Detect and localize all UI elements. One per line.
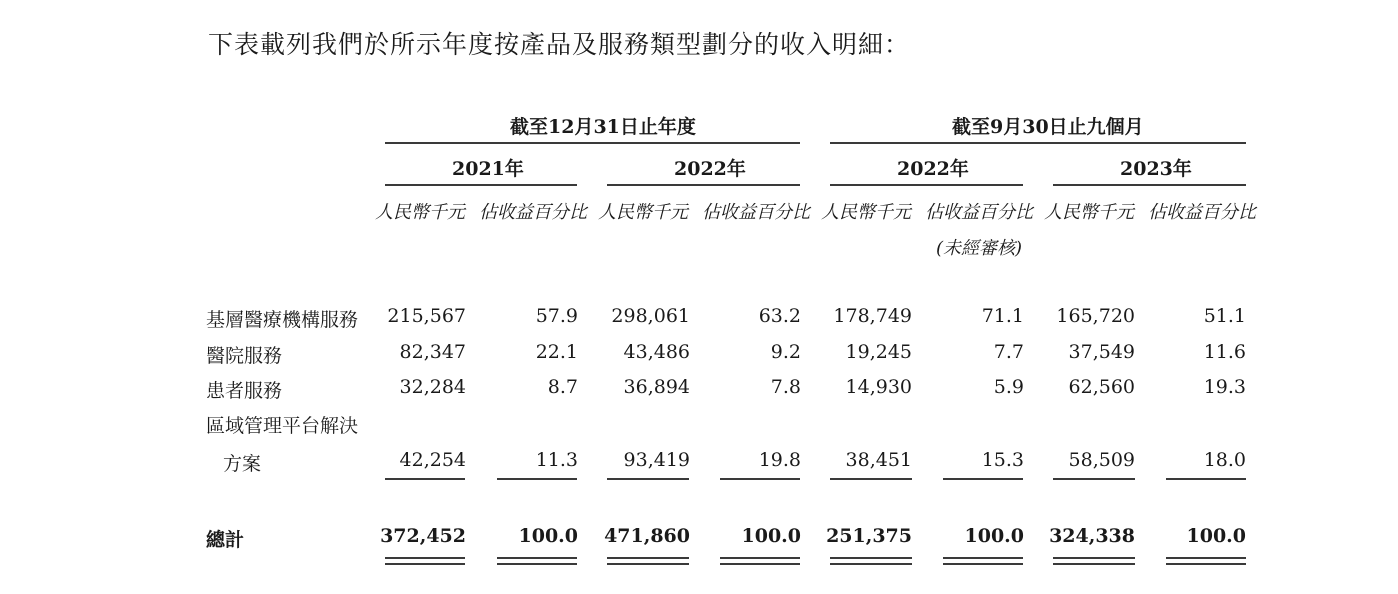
rule-sub-3 (607, 478, 689, 480)
cell-percent: 15.3 (981, 449, 1024, 471)
rule-sub-5 (830, 478, 912, 480)
rule-total-8a (1166, 557, 1246, 559)
rule-annual (385, 142, 800, 144)
rule-total-5a (830, 557, 912, 559)
cell-amount: 32,284 (399, 376, 466, 398)
rule-year-2022a (607, 184, 800, 186)
cell-amount: 298,061 (611, 305, 690, 327)
row-label-regional-1: 區域管理平台解決 (206, 415, 359, 437)
row-label-regional-2: 方案 (223, 453, 262, 475)
cell-percent: 19.8 (758, 449, 801, 471)
cell-percent: 11.3 (535, 449, 578, 471)
rule-total-3a (607, 557, 689, 559)
row-label-primary-care: 基層醫療機構服務 (206, 309, 359, 331)
cell-percent: 7.8 (770, 376, 801, 398)
cell-percent: 5.9 (993, 376, 1024, 398)
total-amount: 471,860 (604, 525, 690, 547)
cell-amount: 165,720 (1056, 305, 1135, 327)
rule-total-2a (497, 557, 577, 559)
cell-percent: 18.0 (1203, 449, 1246, 471)
row-label-hospital: 醫院服務 (206, 345, 283, 367)
rule-nine-months (830, 142, 1246, 144)
rule-total-7b (1053, 563, 1135, 565)
cell-amount: 38,451 (845, 449, 912, 471)
unit-rmb-1: 人民幣千元 (375, 202, 465, 223)
cell-amount: 14,930 (845, 376, 912, 398)
cell-percent: 9.2 (770, 341, 801, 363)
total-percent: 100.0 (741, 525, 801, 547)
total-percent: 100.0 (1186, 525, 1246, 547)
header-annual: 截至12月31日止年度 (510, 116, 696, 138)
cell-percent: 11.6 (1203, 341, 1246, 363)
unit-rmb-3: 人民幣千元 (821, 202, 911, 223)
cell-percent: 57.9 (535, 305, 578, 327)
rule-total-6b (943, 563, 1023, 565)
cell-amount: 93,419 (623, 449, 690, 471)
cell-percent: 71.1 (981, 305, 1024, 327)
rule-sub-2 (497, 478, 577, 480)
cell-amount: 82,347 (399, 341, 466, 363)
rule-total-1a (385, 557, 465, 559)
cell-percent: 51.1 (1203, 305, 1246, 327)
rule-sub-4 (720, 478, 800, 480)
rule-sub-6 (943, 478, 1023, 480)
cell-amount: 36,894 (623, 376, 690, 398)
cell-amount: 62,560 (1068, 376, 1135, 398)
unit-pct-2: 佔收益百分比 (702, 202, 810, 223)
rule-total-4a (720, 557, 800, 559)
row-label-total: 總計 (206, 529, 245, 551)
rule-total-5b (830, 563, 912, 565)
unit-pct-4: 佔收益百分比 (1148, 202, 1256, 223)
rule-total-2b (497, 563, 577, 565)
cell-amount: 215,567 (387, 305, 466, 327)
rule-total-8b (1166, 563, 1246, 565)
cell-amount: 37,549 (1068, 341, 1135, 363)
rule-sub-7 (1053, 478, 1135, 480)
unit-rmb-4: 人民幣千元 (1044, 202, 1134, 223)
header-nine-months: 截至9月30日止九個月 (952, 116, 1144, 138)
rule-total-1b (385, 563, 465, 565)
total-amount: 251,375 (826, 525, 912, 547)
cell-amount: 178,749 (833, 305, 912, 327)
total-percent: 100.0 (518, 525, 578, 547)
year-2022-annual: 2022年 (674, 158, 746, 180)
rule-total-4b (720, 563, 800, 565)
total-amount: 372,452 (380, 525, 466, 547)
unit-pct-3: 佔收益百分比 (925, 202, 1033, 223)
rule-year-2023 (1053, 184, 1246, 186)
total-amount: 324,338 (1049, 525, 1135, 547)
year-2023: 2023年 (1120, 158, 1192, 180)
rule-total-7a (1053, 557, 1135, 559)
unit-rmb-2: 人民幣千元 (598, 202, 688, 223)
rule-total-3b (607, 563, 689, 565)
cell-percent: 19.3 (1203, 376, 1246, 398)
year-2022-nine: 2022年 (897, 158, 969, 180)
cell-percent: 7.7 (993, 341, 1024, 363)
total-percent: 100.0 (964, 525, 1024, 547)
cell-amount: 58,509 (1068, 449, 1135, 471)
cell-percent: 8.7 (547, 376, 578, 398)
row-label-patient: 患者服務 (206, 380, 283, 402)
year-2021: 2021年 (452, 158, 524, 180)
rule-sub-8 (1166, 478, 1246, 480)
cell-percent: 63.2 (758, 305, 801, 327)
unit-pct-1: 佔收益百分比 (479, 202, 587, 223)
unit-unaudited: (未經審核) (936, 238, 1023, 259)
cell-amount: 19,245 (845, 341, 912, 363)
intro-text: 下表載列我們於所示年度按產品及服務類型劃分的收入明細： (208, 30, 911, 59)
rule-year-2022b (830, 184, 1023, 186)
cell-amount: 43,486 (623, 341, 690, 363)
rule-year-2021 (385, 184, 577, 186)
rule-total-6a (943, 557, 1023, 559)
cell-amount: 42,254 (399, 449, 466, 471)
cell-percent: 22.1 (535, 341, 578, 363)
rule-sub-1 (385, 478, 465, 480)
